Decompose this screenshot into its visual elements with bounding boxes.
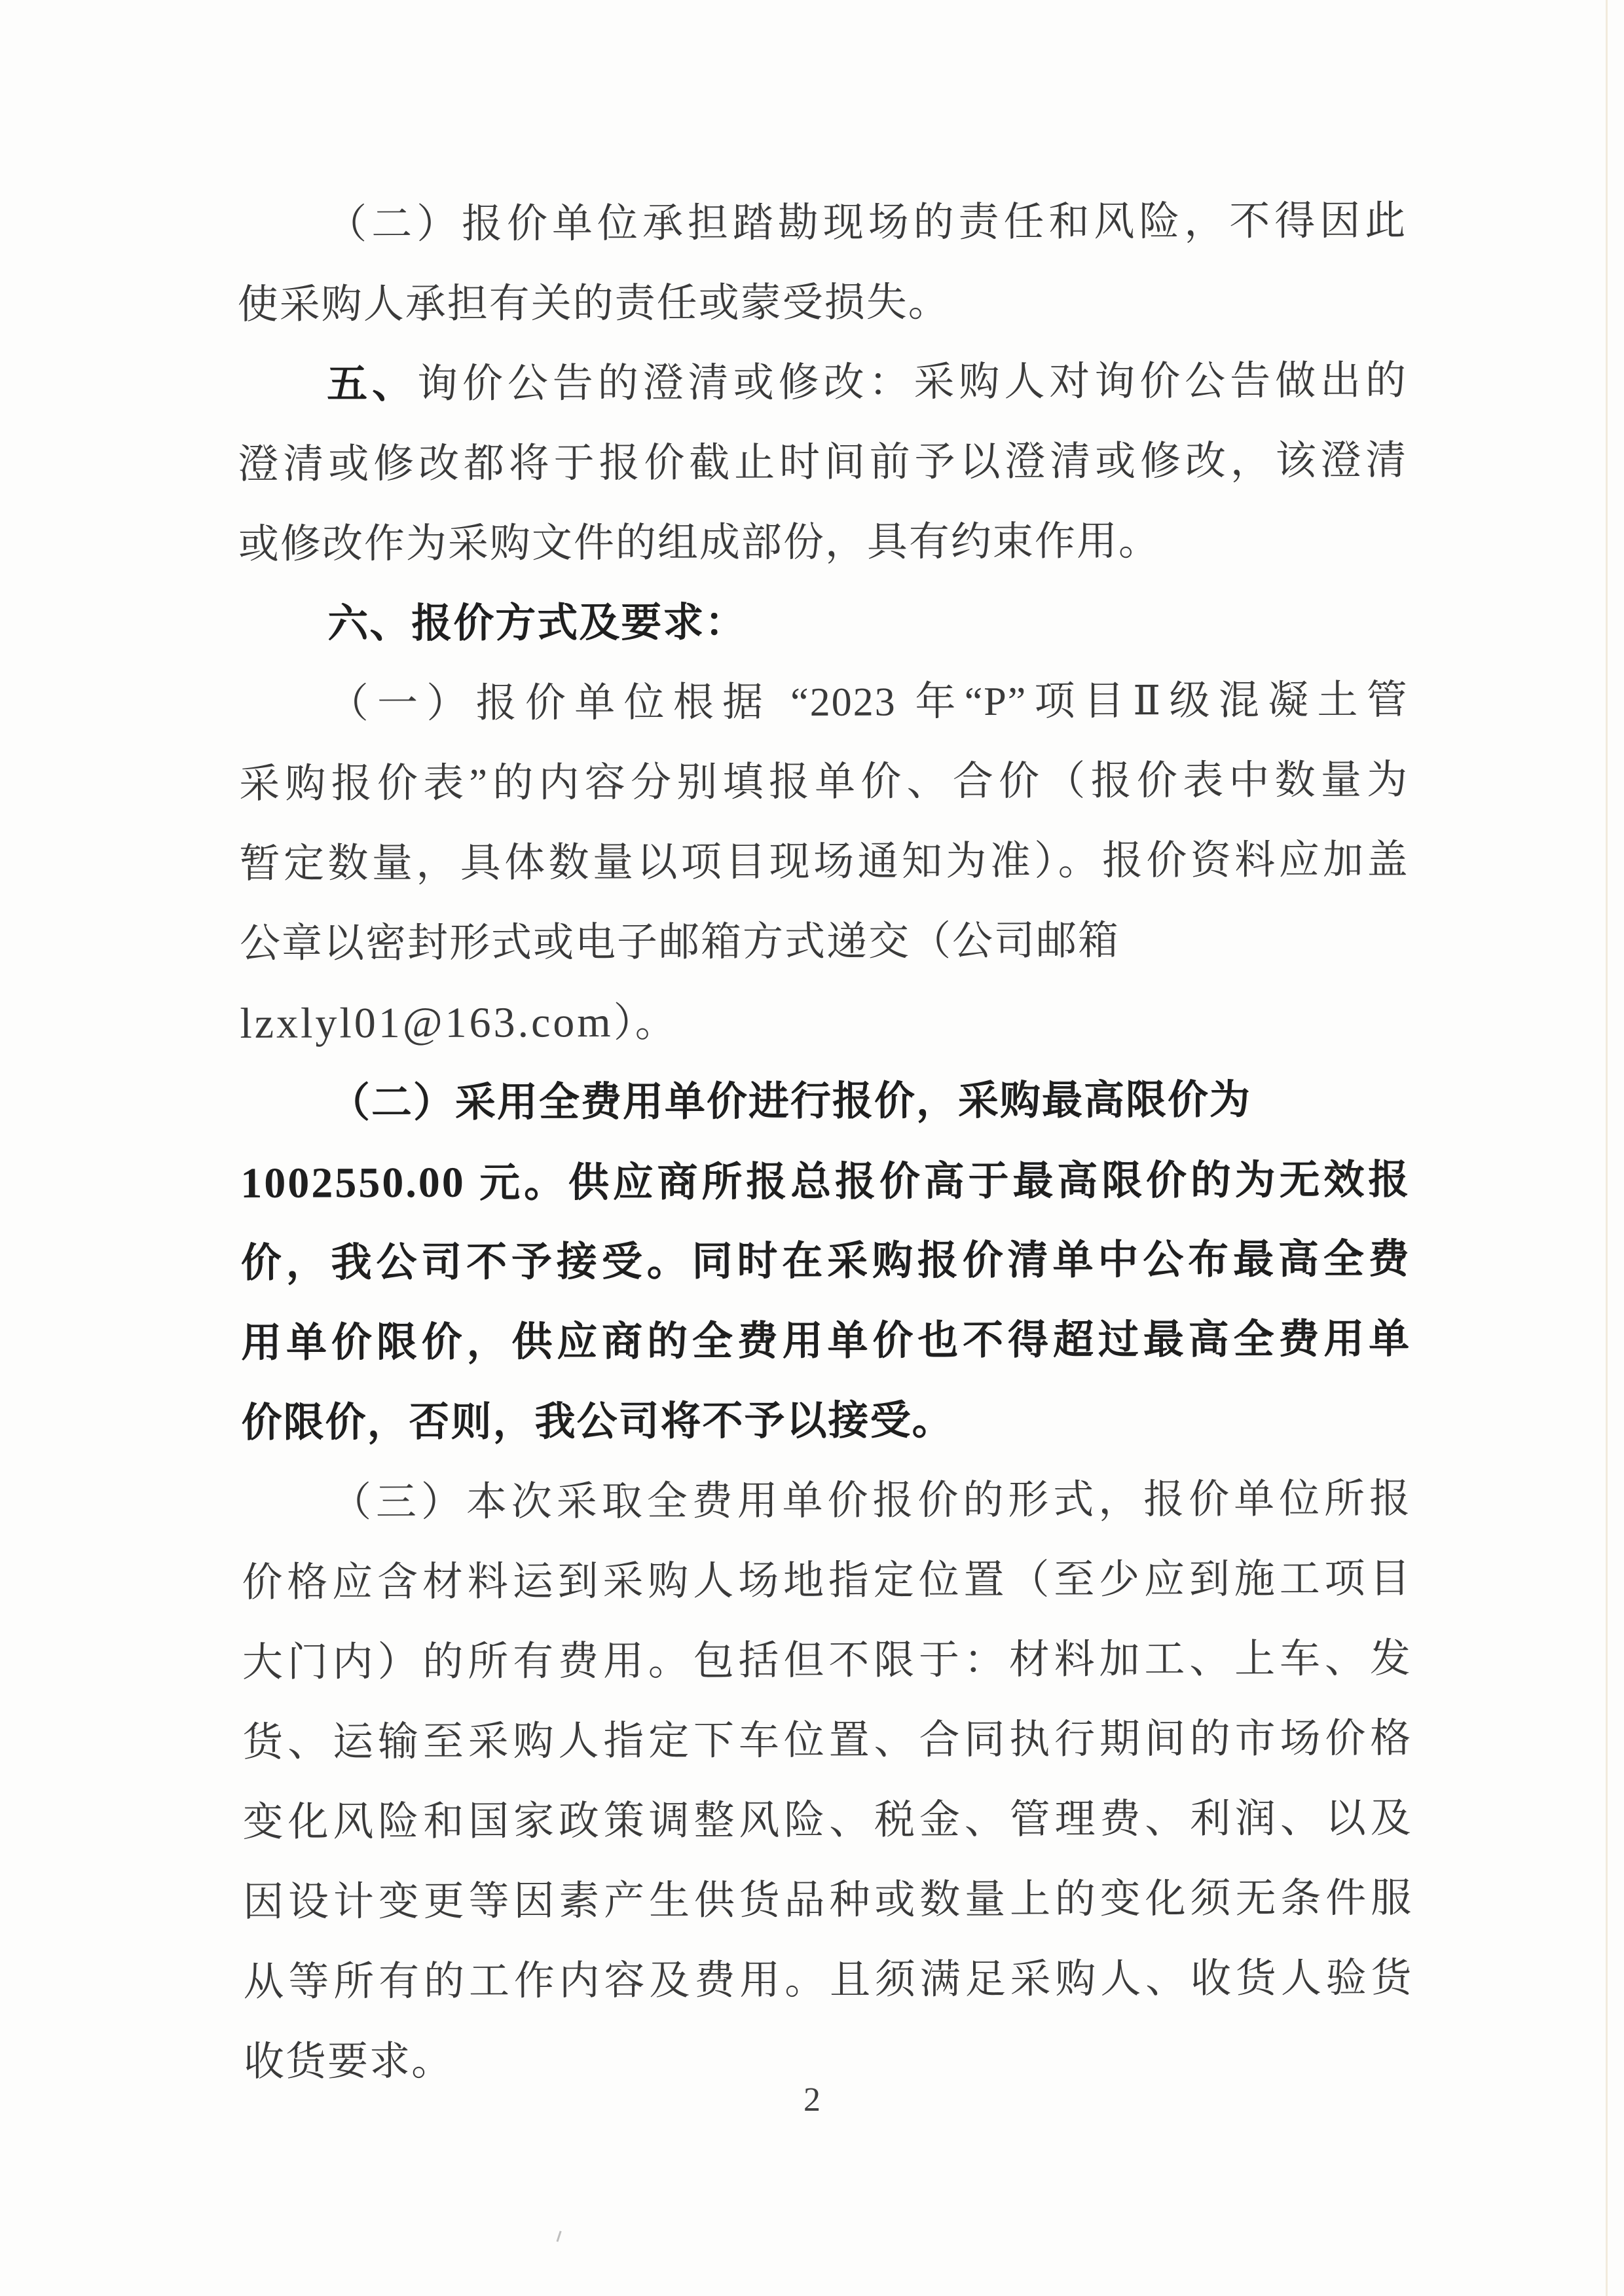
section-number-segment: 五、 <box>326 362 418 407</box>
section-heading-line <box>238 581 1408 665</box>
text-line <box>242 1539 1411 1623</box>
text-line <box>242 1699 1412 1783</box>
text-segment: 价限价，否则，我公司将不予以接受。 <box>241 1398 954 1446</box>
text-segment: （二）采用全费用单价进行报价，采购最高限价为 <box>329 1078 1252 1126</box>
text-segment: 变化风险和国家政策调整风险、税金、管理费、利润、以及 <box>242 1796 1412 1845</box>
text-segment: （三）本次采取全费用单价报价的形式，报价单位所报 <box>330 1476 1412 1525</box>
heading-segment: 六、报价方式及要求： <box>327 600 747 647</box>
text-segment: （二）报价单位承担踏勘现场的责任和风险，不得因此 <box>326 198 1407 247</box>
text-segment: 澄清或修改都将于报价截止时间前予以澄清或修改，该澄清 <box>238 438 1408 487</box>
text-line <box>238 421 1407 505</box>
text-segment: 使采购人承担有关的责任或蒙受损失。 <box>237 280 950 327</box>
text-line <box>238 501 1408 585</box>
document-text-block <box>237 181 1413 2102</box>
text-line <box>238 341 1407 425</box>
text-line <box>239 820 1409 904</box>
text-line <box>240 980 1409 1064</box>
text-segment: 元。供应商所报总报价高于最高限价的为无效报 <box>465 1157 1411 1206</box>
text-line <box>243 1859 1412 1942</box>
text-line <box>243 1779 1412 1863</box>
text-segment: 用单价限价，供应商的全费用单价也不得超过最高全费用单 <box>241 1317 1411 1366</box>
text-line <box>241 1220 1411 1303</box>
scan-edge-artifact <box>1606 0 1608 2296</box>
text-line <box>241 1379 1411 1463</box>
text-segment: （一）报价单位根据 “2023 年“P”项目Ⅱ级混凝土管 <box>327 678 1409 727</box>
text-line <box>240 1060 1410 1144</box>
text-segment: 采购报价表”的内容分别填报单价、合价（报价表中数量为 <box>239 757 1409 807</box>
text-segment: 或修改作为采购文件的组成部份，具有约束作用。 <box>238 519 1161 567</box>
text-line <box>240 1140 1410 1224</box>
scan-speck-artifact <box>557 2231 564 2242</box>
text-segment: 价，我公司不予接受。同时在采购报价清单中公布最高全费 <box>240 1237 1411 1286</box>
page-number: 2 <box>803 2081 821 2119</box>
text-line <box>242 1459 1411 1543</box>
text-segment: 公章以密封形式或电子邮箱方式递交（公司邮箱 <box>239 919 1120 966</box>
text-segment: ）。 <box>613 1000 677 1046</box>
email-address: lzxlyl01@163.com <box>240 998 614 1048</box>
text-segment: 大门内）的所有费用。包括但不限于：材料加工、上车、发 <box>242 1636 1412 1685</box>
text-line <box>241 1300 1411 1383</box>
text-line <box>237 261 1407 345</box>
text-segment: 从等所有的工作内容及费用。且须满足采购人、收货人验货 <box>243 1956 1413 2005</box>
text-line <box>239 740 1409 824</box>
text-line <box>243 1939 1412 2022</box>
text-segment: 收货要求。 <box>243 2039 454 2085</box>
text-segment: 暂定数量，具体数量以项目现场通知为准）。报价资料应加盖 <box>239 837 1409 886</box>
price-limit-number: 1002550.00 <box>240 1158 466 1207</box>
text-segment: 货、运输至采购人指定下车位置、合同执行期间的市场价格 <box>242 1716 1412 1765</box>
text-line <box>240 900 1409 984</box>
text-segment: 询价公告的澄清或修改：采购人对询价公告做出的 <box>416 358 1408 407</box>
text-line <box>237 181 1407 265</box>
text-segment: 因设计变更等因素产生供货品种或数量上的变化须无条件服 <box>243 1876 1413 1925</box>
text-line <box>242 1619 1412 1703</box>
text-line <box>239 661 1409 744</box>
text-segment: 价格应含材料运到采购人场地指定位置（至少应到施工项目 <box>242 1556 1412 1605</box>
